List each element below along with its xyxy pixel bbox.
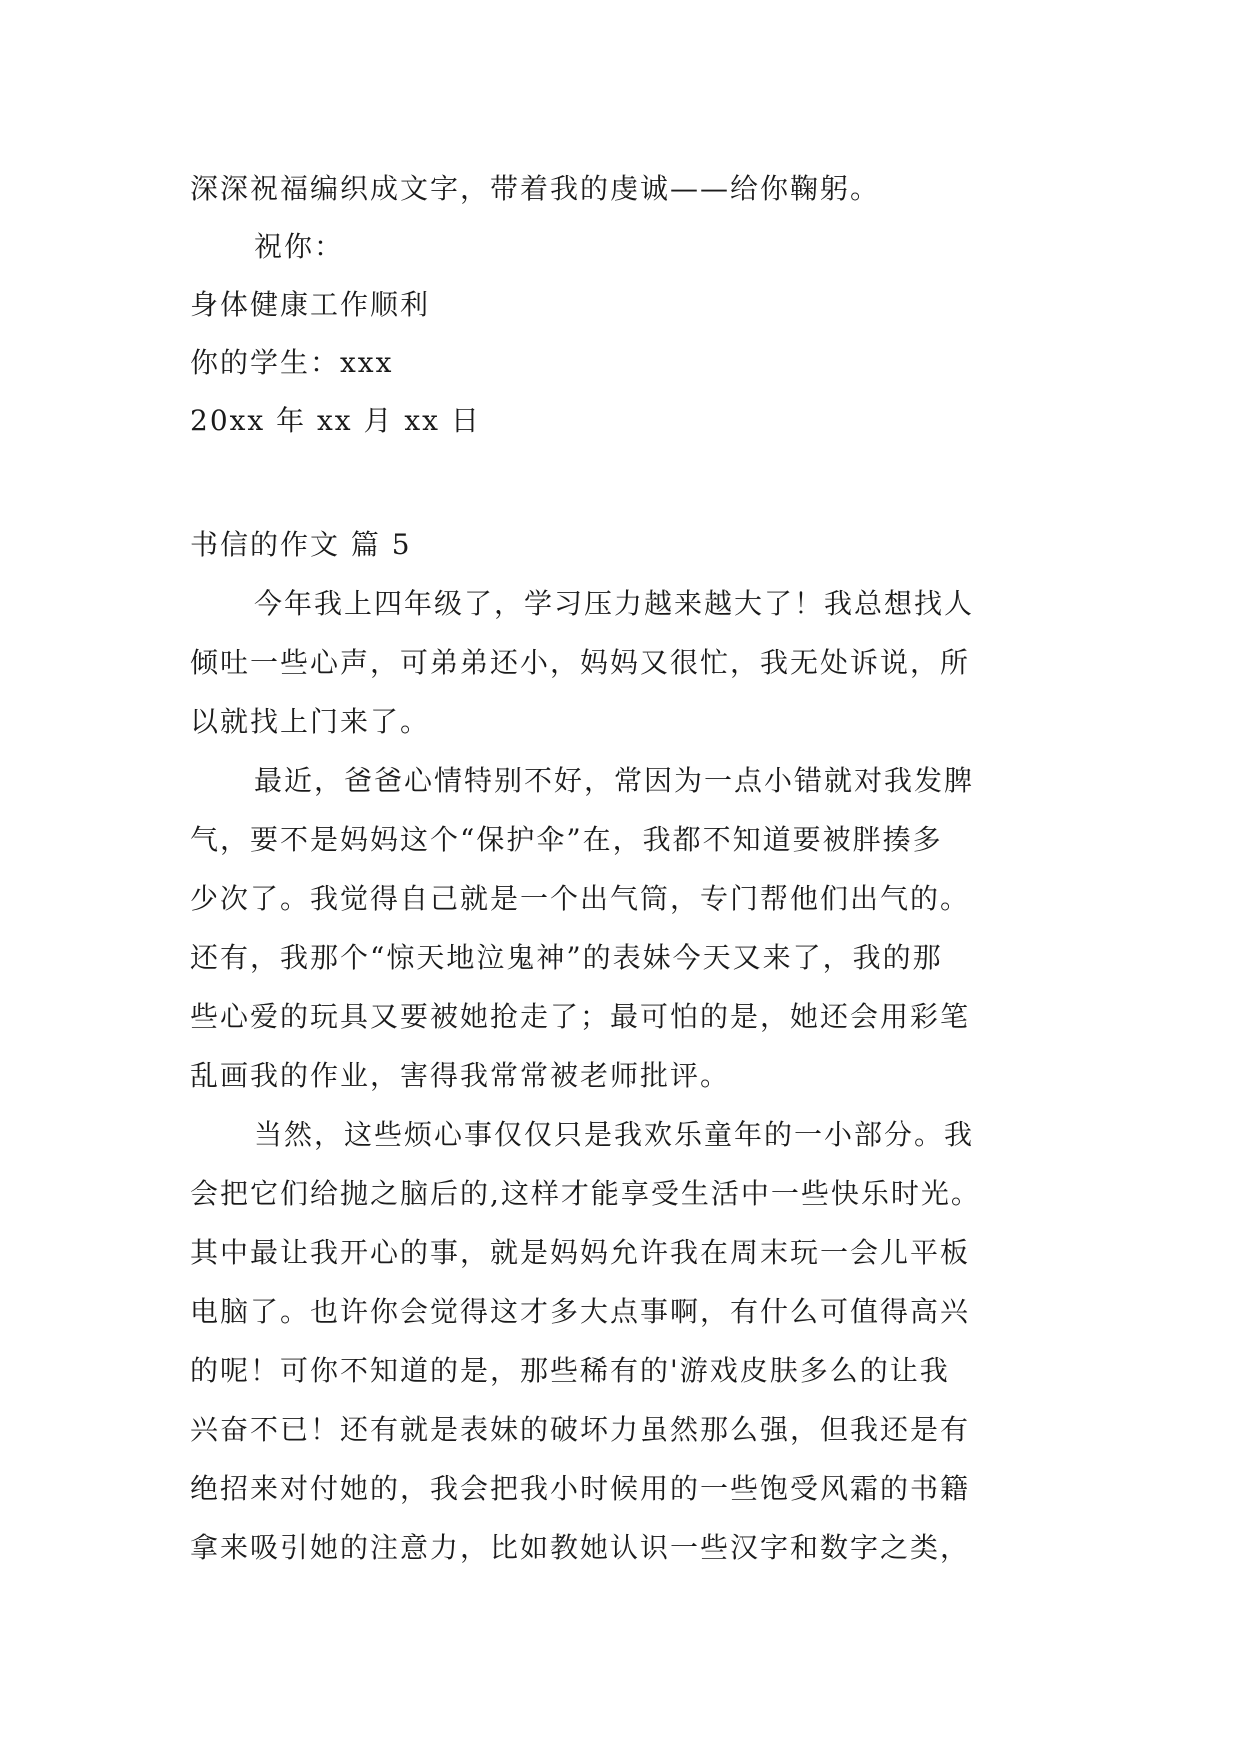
paragraph-line: 其中最让我开心的事，就是妈妈允许我在周末玩一会儿平板 xyxy=(190,1236,971,1269)
paragraph-line: 电脑了。也许你会觉得这才多大点事啊，有什么可值得高兴 xyxy=(190,1295,971,1328)
date-line: 20xx 年 xx 月 xx 日 xyxy=(190,404,481,437)
paragraph-line: 拿来吸引她的注意力，比如教她认识一些汉字和数字之类， xyxy=(190,1531,971,1564)
paragraph-line: 气，要不是妈妈这个“保护伞”在，我都不知道要被胖揍多 xyxy=(190,823,943,856)
closing-line: 深深祝福编织成文字，带着我的虔诚——给你鞠躬。 xyxy=(190,172,881,205)
paragraph-2 xyxy=(190,751,1050,1105)
signature-line: 你的学生：xxx xyxy=(190,346,394,379)
paragraph-line: 会把它们给抛之脑后的,这样才能享受生活中一些快乐时光。 xyxy=(190,1177,981,1210)
wish-line: 身体健康工作顺利 xyxy=(190,288,431,321)
paragraph-line: 当然，这些烦心事仅仅只是我欢乐童年的一小部分。我 xyxy=(254,1118,975,1151)
paragraph-line: 最近，爸爸心情特别不好，常因为一点小错就对我发脾 xyxy=(254,764,975,797)
paragraph-line: 还有，我那个“惊天地泣鬼神”的表妹今天又来了，我的那 xyxy=(190,941,943,974)
paragraph-3 xyxy=(190,1105,1050,1577)
paragraph-line: 些心爱的玩具又要被她抢走了；最可怕的是，她还会用彩笔 xyxy=(190,1000,971,1033)
essay-heading: 书信的作文 篇 5 xyxy=(190,528,412,561)
paragraph-line: 倾吐一些心声，可弟弟还小，妈妈又很忙，我无处诉说，所 xyxy=(190,646,971,679)
document-body xyxy=(190,160,1050,1577)
paragraph-line: 的呢！可你不知道的是，那些稀有的'游戏皮肤多么的让我 xyxy=(190,1354,950,1387)
greeting-line: 祝你： xyxy=(254,230,345,263)
paragraph-1 xyxy=(190,574,1050,751)
paragraph-line: 乱画我的作业，害得我常常被老师批评。 xyxy=(190,1059,731,1092)
paragraph-line: 少次了。我觉得自己就是一个出气筒，专门帮他们出气的。 xyxy=(190,882,971,915)
paragraph-line: 今年我上四年级了，学习压力越来越大了！我总想找人 xyxy=(254,587,975,620)
paragraph-line: 兴奋不已！还有就是表妹的破坏力虽然那么强，但我还是有 xyxy=(190,1413,971,1446)
paragraph-line: 绝招来对付她的，我会把我小时候用的一些饱受风霜的书籍 xyxy=(190,1472,971,1505)
paragraph-line: 以就找上门来了。 xyxy=(190,705,431,738)
section-gap xyxy=(190,450,1050,516)
